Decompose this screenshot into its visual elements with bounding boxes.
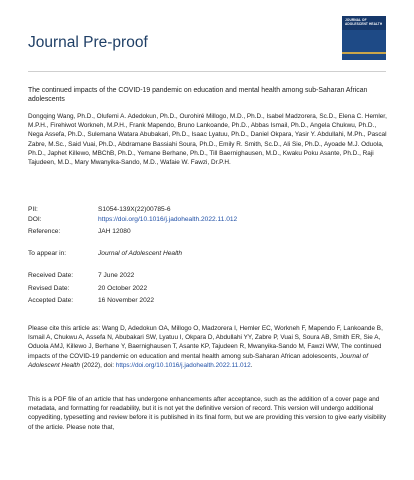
header-divider (28, 71, 386, 72)
reference-label: Reference: (28, 228, 61, 235)
received-value: 7 June 2022 (98, 272, 135, 279)
citation-journal: Journal of Adolescent Health (28, 352, 368, 369)
citation-end: . (250, 361, 253, 369)
citation-year-doi-prefix: (2022), doi: (81, 361, 114, 369)
doi-link[interactable]: https://doi.org/10.1016/j.jadohealth.2022.11.012 (98, 216, 238, 223)
preproof-notice-paragraph: This is a PDF file of an article that has undergone enhancements after acceptance, such as the addition of a cover page and metadata, and formatting for readability, but it is not yet the definitive version of record. This version will undergo additional copyediting, typesetting and review before it is published in its final form, but we are providing this version to give early visibility of the article. Please note that, (28, 396, 387, 431)
pii-value: S1054-139X(22)00785-6 (98, 206, 171, 213)
citation-text: Please cite this article as: Wang D, Adedokun OA, Millogo O, Madzorera I, Hemler EC, Workneh F, Mapendo F, Lankoande B, Ismail A, Chukwu A, Assefa N, Abubakari SW, Lyatuu I, Okpara D, Abdullahi YY, Zabre P, Vuai S, Soura AB, Smith ER, Sie A, Oduola AMJ, Killewo J, Berhane Y, Baernighausen T, Asante KP, Tajudeen R, Mwanyika-Sando M, Fawzi WW, The continued impacts of the COVID-19 pandemic on education and mental health among sub-Saharan African adolescents, (28, 325, 383, 360)
citation-paragraph (28, 324, 388, 370)
pii-label: PII: (28, 206, 38, 213)
journal-pre-proof-heading: Journal Pre-proof (28, 34, 148, 51)
article-title: The continued impacts of the COVID-19 pandemic on education and mental health among sub-Saharan African adolescents (28, 87, 368, 103)
cover-stripe (342, 52, 386, 54)
doi-label: DOI: (28, 216, 42, 223)
reference-value: JAH 12080 (98, 228, 131, 235)
cover-title-text: JOURNAL OF ADOLESCENT HEALTH (345, 18, 383, 26)
author-list: Dongqing Wang, Ph.D., Olufemi A. Adedokun, Ph.D., Ourohiré Millogo, M.D., Ph.D., Isabel Madzorera, Sc.D., Elena C. Hemler, M.P.H., Firehiwot Workneh, M.P.H., Frank Mapendo, Bruno Lankoande, Ph.D., Abbas Ismail, Ph.D., Angela Chukwu, Ph.D., Nega Assefa, Ph.D., Sulemana Watara Abubakari, Ph.D., Isaac Lyatuu, Ph.D., Daniel Okpara, Yasir Y. Abdullahi, M.Ph., Pascal Zabre, M.Sc., Said Vuai, Ph.D., Abdramane Bassiahi Soura, Ph.D., Emily R. Smith, Sc.D., Ali Sie, Ph.D., Ayoade M.J. Oduola, Ph.D., Japhet Killewo, MBChB, Ph.D., Yemane Berhane, Ph.D., Till Baernighausen, M.D., Kwaku Poku Asante, Ph.D., Raji Tajudeen, M.D., Mary Mwanyika-Sando, M.D., Wafaie W. Fawzi, Dr.P.H. (28, 113, 387, 167)
received-label: Received Date: (28, 272, 74, 279)
citation-doi-link[interactable]: https://doi.org/10.1016/j.jadohealth.2022.11.012 (115, 361, 251, 369)
accepted-value: 16 November 2022 (98, 297, 155, 304)
revised-label: Revised Date: (28, 285, 70, 292)
to-appear-label: To appear in: (28, 250, 67, 257)
revised-value: 20 October 2022 (98, 285, 148, 292)
to-appear-journal: Journal of Adolescent Health (98, 250, 183, 257)
accepted-label: Accepted Date: (28, 297, 74, 304)
journal-cover-thumbnail (342, 16, 386, 60)
